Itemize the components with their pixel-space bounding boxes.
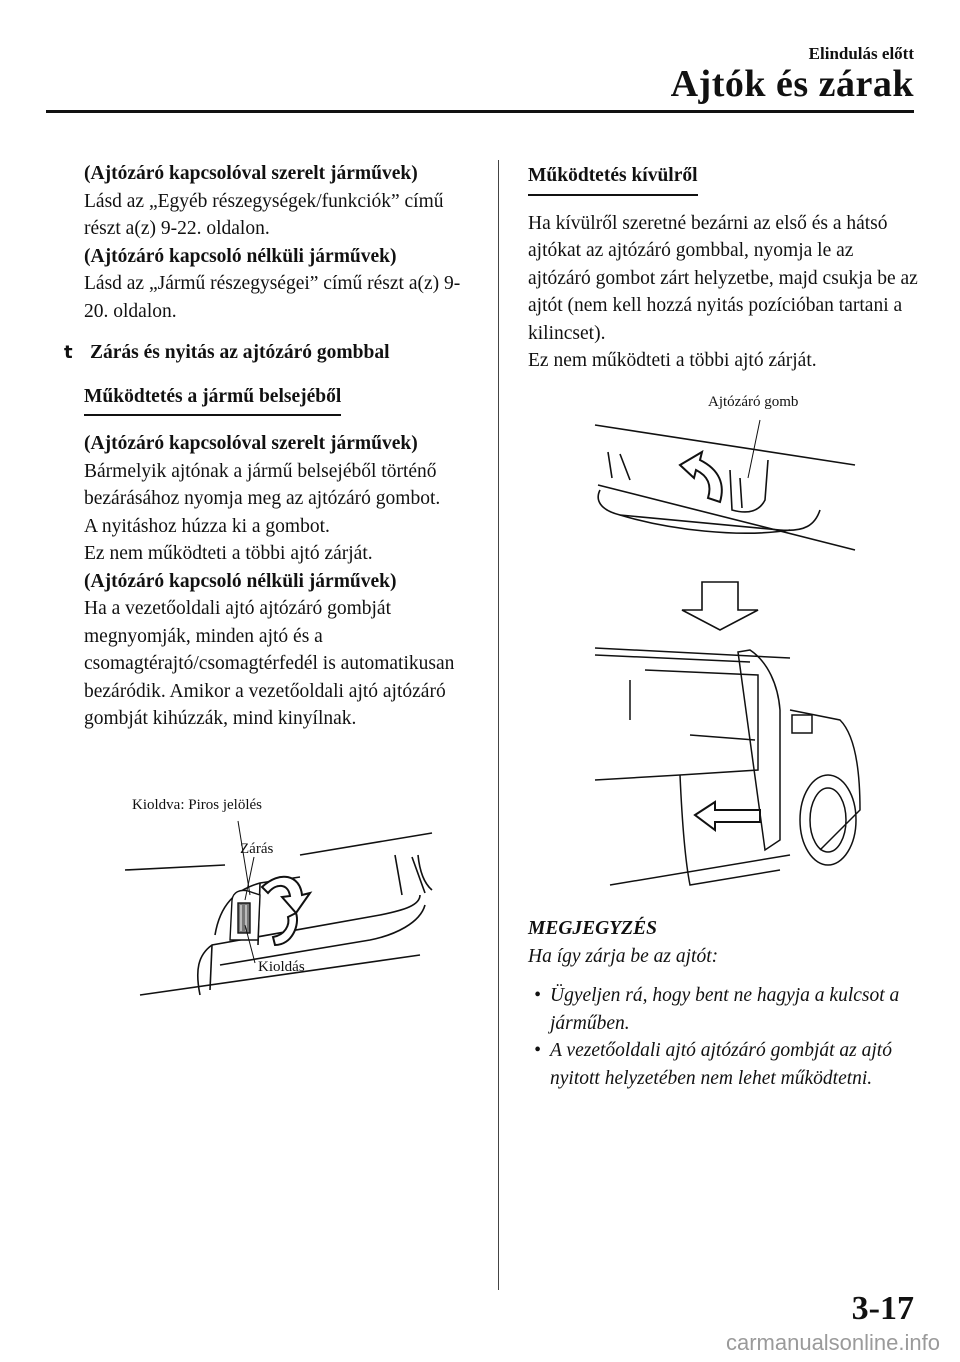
press-arrow: [680, 452, 722, 502]
section-heading: [64, 339, 479, 367]
vehicle-variant-heading: (Ajtózáró kapcsolóval szerelt járművek): [84, 163, 418, 184]
lock-label: Zárás: [240, 841, 274, 857]
instruction-text: Bármelyik ajtónak a jármű belsejéből történő bezárásához nyomja meg az ajtózáró gombot.: [84, 460, 441, 509]
exterior-door-illustration: [590, 390, 865, 905]
note-box: [528, 915, 918, 1092]
unlock-mark-label: Kioldva: Piros jelölés: [132, 797, 262, 813]
reference-text: Lásd az „Egyéb részegységek/funkciók” című részt a(z) 9-22. oldalon.: [84, 190, 444, 239]
instruction-text: Ez nem működteti a többi ajtó zárját.: [84, 543, 373, 564]
sub-heading-outside: Működtetés kívülről: [528, 162, 698, 196]
page-title: Ajtók és zárak: [670, 63, 914, 105]
pull-arrow: [695, 802, 760, 830]
exterior-lock-figure: [590, 390, 865, 905]
vehicle-variant-heading: (Ajtózáró kapcsoló nélküli járművek): [84, 245, 397, 267]
instruction-text: A nyitáshoz húzza ki a gombot.: [84, 515, 330, 537]
right-column: [528, 160, 918, 375]
note-intro: Ha így zárja be az ajtót:: [528, 945, 719, 967]
instruction-text: Ha a vezetőoldali ajtó ajtózáró gombját megnyomják, minden ajtó és a csomagtérajtó/csomagtérfedél is automatikusan bezáródik. Amikor a vezetőoldali ajtó ajtózáró gombját kihúzzák, mind kinyílnak.: [84, 598, 455, 729]
watermark: carmanualsonline.info: [725, 1330, 940, 1355]
sub-heading-inside: Működtetés a jármű belsejéből: [84, 383, 341, 417]
left-column: [64, 160, 479, 733]
vehicle-variant-heading: (Ajtózáró kapcsoló nélküli járművek): [84, 570, 397, 592]
section-heading-text: Zárás és nyitás az ajtózáró gombbal: [90, 342, 390, 363]
page-number: 3-17: [851, 1290, 914, 1327]
instruction-text: Ha kívülről szeretné bezárni az első és a hátsó ajtókat az ajtózáró gombbal, nyomja le az ajtózáró gombot zárt helyzetbe, majd csukja be az ajtót (nem kell hozzá nyitás pozícióban tartani a kilincset).: [528, 212, 918, 344]
down-arrow: [682, 582, 758, 630]
note-bullet-text: A vezetőoldali ajtó ajtózáró gombját az ajtó nyitott helyzetében nem lehet működtetni.: [550, 1040, 892, 1089]
note-list: [528, 982, 918, 1092]
unlock-label: Kioldás: [258, 959, 305, 975]
section-marker-icon: t: [64, 342, 73, 363]
header-section-label: Elindulás előtt: [808, 44, 914, 63]
bullet-icon: •: [534, 985, 541, 1006]
list-item: [528, 1037, 918, 1092]
lock-button-label: Ajtózáró gomb: [708, 394, 799, 410]
bullet-icon: •: [534, 1040, 541, 1061]
note-title: MEGJEGYZÉS: [528, 918, 657, 939]
column-divider: [498, 160, 499, 1290]
instruction-text: Ez nem működteti a többi ajtó zárját.: [528, 350, 817, 371]
header-rule: [46, 110, 914, 113]
interior-lock-figure: [120, 795, 440, 1005]
reference-text: Lásd az „Jármű részegységei” című részt a(z) 9-20. oldalon.: [84, 273, 461, 322]
note-bullet-text: Ügyeljen rá, hogy bent ne hagyja a kulcsot a járműben.: [550, 985, 900, 1034]
vehicle-variant-heading: (Ajtózáró kapcsolóval szerelt járművek): [84, 433, 418, 454]
list-item: [528, 982, 918, 1037]
